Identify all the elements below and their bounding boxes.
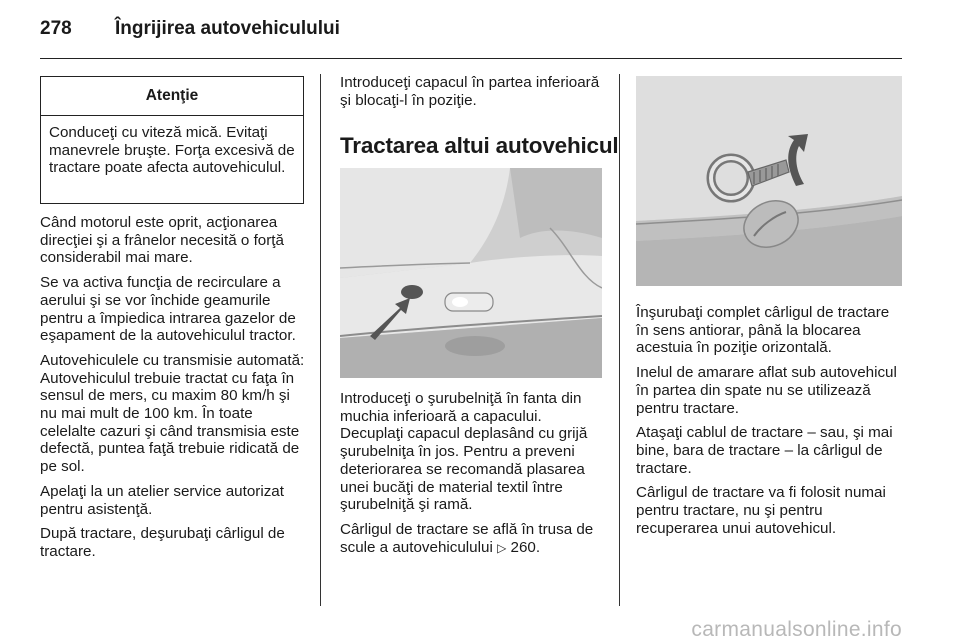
paragraph: Când motorul este oprit, acţionarea direcţiei şi a frânelor necesită o forţă considerabil mai mare. (40, 214, 284, 267)
warning-text: Conduceţi cu viteză mică. Evitaţi manevrele bruşte. Forţa excesivă de tractare poate afecta autovehiculul. (49, 124, 295, 177)
page-number: 278 (40, 18, 72, 39)
page-title: Îngrijirea autovehiculului (115, 18, 340, 39)
middle-intro (340, 74, 608, 116)
reference-arrow-icon: ▷ (497, 540, 507, 555)
middle-column (340, 390, 608, 564)
warning-box (40, 76, 304, 204)
tow-hook-illustration (636, 76, 902, 286)
paragraph: Introduceţi capacul în partea inferioară şi blocaţi-l în poziţie. (340, 74, 600, 109)
page-reference (497, 539, 540, 556)
tow-hook-location-text: Cârligul de tractare se află în trusa de scule a autovehiculului (340, 520, 594, 556)
left-column (40, 214, 306, 568)
figure-tow-hook (636, 76, 902, 286)
watermark: carmanualsonline.info (691, 618, 902, 641)
right-column (636, 304, 904, 544)
section-heading: Tractarea altui autovehicul (340, 133, 619, 158)
paragraph: După tractare, deşurubaţi cârligul de tractare. (40, 525, 285, 560)
warning-title: Atenţie (41, 77, 303, 116)
column-divider-right (619, 74, 620, 606)
paragraph: Introduceţi o şurubelniţă în fanta din muchia inferioară a capacului. Decuplaţi capacul deplasând cu grijă şurubelniţa în jos. Pentru a preveni deteriorarea se recomandă plasarea unei bucăţi de material textil între şurubelniţă şi ramă. (340, 390, 588, 514)
paragraph (340, 521, 608, 557)
paragraph: Apelaţi la un atelier service autorizat pentru asistenţă. (40, 482, 284, 518)
header-rule (40, 58, 902, 59)
figure-bumper-cover (340, 168, 602, 378)
paragraph: Se va activa funcţia de recirculare a aerului şi se vor închide geamurile pentru a împiedica intrarea gazelor de eşapament de la autovehiculul tractor. (40, 274, 296, 345)
bumper-illustration (340, 168, 602, 378)
paragraph: Cârligul de tractare va fi folosit numai pentru tractare, nu şi pentru recuperarea unui autovehicul. (636, 484, 886, 537)
paragraph: Autovehiculele cu transmisie automată: Autovehiculul trebuie tractat cu faţa în sensul de mers, cu maxim 80 km/h şi nu mai mult de 100 km. În toate celelalte cazuri şi când transmisia este defectă, puntea faţă trebuie ridicată de pe sol. (40, 351, 305, 476)
paragraph: Ataşaţi cablul de tractare – sau, şi mai bine, bara de tractare – la cârligul de tractare. (636, 424, 893, 477)
reference-page: 260. (510, 538, 541, 556)
paragraph: Înşurubaţi complet cârligul de tractare în sens antiorar, până la blocarea acestuia în poziţie orizontală. (636, 304, 890, 357)
column-divider-left (320, 74, 321, 606)
paragraph: Inelul de amarare aflat sub autovehicul în partea din spate nu se utilizează pentru tractare. (636, 364, 897, 417)
